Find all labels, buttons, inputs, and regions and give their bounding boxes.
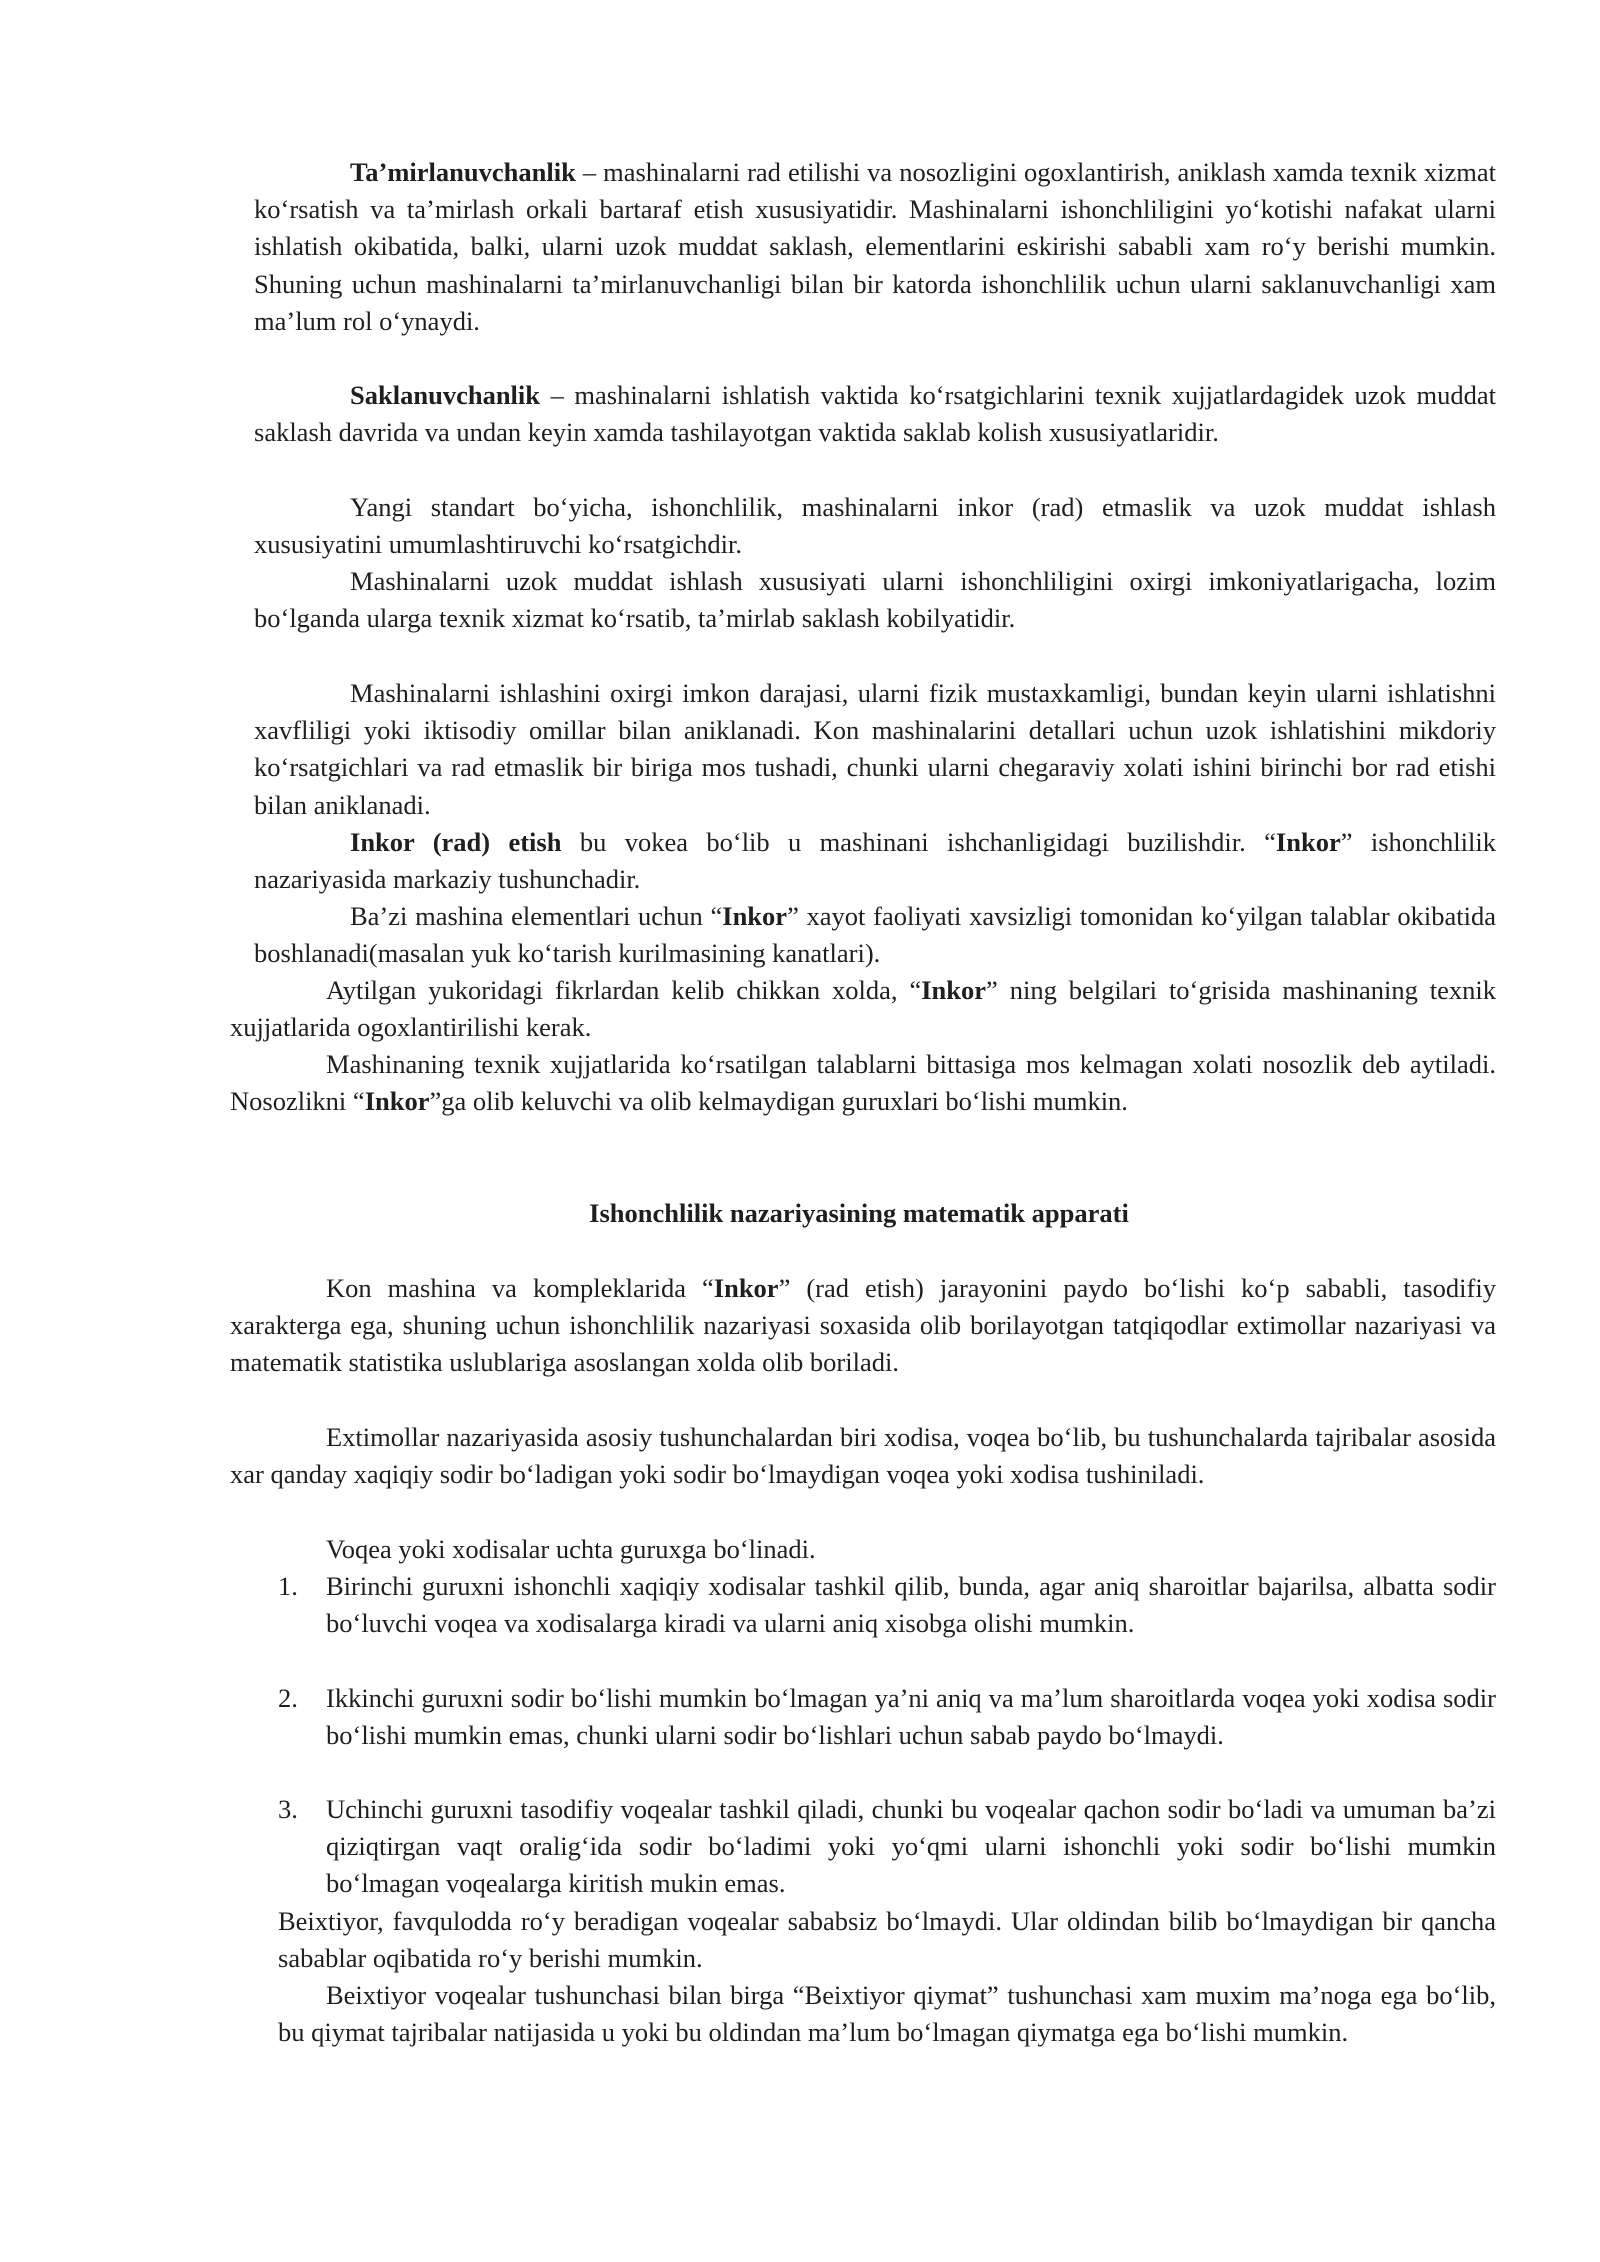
paragraph-yangi-standart: Yangi standart bo‘yicha, ishonchlilik, mashinalarni inkor (rad) etmaslik va uzok muddat ishlash xususiyatini umumlashtiruvchi ko‘rsatgichdir. — [254, 492, 1496, 560]
list-item-text: Ikkinchi guruxni sodir bo‘lishi mumkin bo‘lmagan ya’ni aniq va ma’lum sharoitlarda voqea yoki xodisa sodir bo‘lishi mumkin emas, chunki ularni sodir bo‘lishlari uchun sabab paydo bo‘lmaydi. — [326, 1683, 1496, 1751]
term-tamirlanuvchanlik: Ta’mirlanuvchanlik — [350, 157, 576, 187]
list-item-number: 1. — [278, 1571, 298, 1601]
list-item-number: 2. — [278, 1683, 298, 1713]
list-item-text: Uchinchi guruxni tasodifiy voqealar tashkil qiladi, chunki bu voqealar qachon sodir bo‘ladi va umuman ba’zi qiziqtirgan vaqt oralig‘ida sodir bo‘ladimi yoki yo‘qmi ularni ishonchli yoki sodir bo‘lishi mumkin bo‘lmagan voqealarga kiritish mukin emas. — [326, 1794, 1496, 1899]
term-saklanuvchanlik: Saklanuvchanlik — [350, 380, 541, 410]
paragraph-voqea-guruxlar: Voqea yoki xodisalar uchta guruxga bo‘linadi. — [326, 1534, 816, 1564]
paragraph-saklanuvchanlik: Saklanuvchanlik – mashinalarni ishlatish vaktida ko‘rsatgichlarini texnik xujjatlardagidek uzok muddat saklash davrida va undan keyin xamda tashilayotgan vaktida saklab kolish xususiyatlaridir. — [254, 380, 1496, 448]
paragraph-kon-mashina: Kon mashina va kompleklarida “Inkor” (rad etish) jarayonini paydo bo‘lishi ko‘p sababli, tasodifiy xarakterga ega, shuning uchun ishonchlilik nazariyasi soxasida olib borilayotgan tatqiqodlar extimollar nazariyasi va matematik statistika uslublariga asoslangan xolda olib boriladi. — [230, 1273, 1496, 1378]
list-item-text: Birinchi guruxni ishonchli xaqiqiy xodisalar tashkil qilib, bunda, agar aniq sharoitlar bajarilsa, albatta sodir bo‘luvchi voqea va xodisalarga kiradi va ularni aniq xisobga olishi mumkin. — [326, 1571, 1496, 1639]
paragraph-aytilgan: Aytilgan yukoridagi fikrlardan kelib chikkan xolda, “Inkor” ning belgilari to‘grisida mashinaning texnik xujjatlarida ogoxlantirilishi kerak. — [230, 975, 1496, 1043]
paragraph-beixtiyor-qiymat: Beixtiyor voqealar tushunchasi bilan birga “Beixtiyor qiymat” tushunchasi xam muxim ma’noga ega bo‘lib, bu qiymat tajribalar natijasida u yoki bu oldindan ma’lum bo‘lmagan qiymatga ega bo‘lishi mumkin. — [278, 1980, 1496, 2048]
paragraph-nosozlik: Mashinaning texnik xujjatlarida ko‘rsatilgan talablarni bittasiga mos kelmagan xolati nosozlik deb aytiladi. Nosozlikni “Inkor”ga olib keluvchi va olib kelmaydigan guruxlari bo‘lishi mumkin. — [230, 1049, 1496, 1117]
paragraph-tamirlanuvchanlik: Ta’mirlanuvchanlik – mashinalarni rad etilishi va nosozligini ogoxlantirish, aniklash xamda texnik xizmat ko‘rsatish va ta’mirlash orkali bartaraf etish xususiyatidir. Mashinalarni ishonchliligini yo‘kotishi nafakat ularni ishlatish okibatida, balki, ularni uzok muddat saklash, elementlarini eskirishi sababli xam ro‘y berishi mumkin. Shuning uchun mashinalarni ta’mirlanuvchanligi bilan bir katorda ishonchlilik uchun ularni saklanuvchanligi xam ma’lum rol o‘ynaydi. — [254, 157, 1496, 336]
section-heading: Ishonchlilik nazariyasining matematik apparati — [589, 1198, 1129, 1228]
term-inkor-rad-etish: Inkor (rad) etish — [350, 827, 562, 857]
paragraph-inkor-etish: Inkor (rad) etish bu vokea bo‘lib u mashinani ishchanligidagi buzilishdir. “Inkor” ishonchlilik nazariyasida markaziy tushunchadir. — [254, 827, 1496, 895]
paragraph-uzok-muddat: Mashinalarni uzok muddat ishlash xususiyati ularni ishonchliligini oxirgi imkoniyatlarigacha, lozim bo‘lganda ularga texnik xizmat ko‘rsatib, ta’mirlab saklash kobilyatidir. — [254, 566, 1496, 634]
paragraph-oxirgi-imkon: Mashinalarni ishlashini oxirgi imkon darajasi, ularni fizik mustaxkamligi, bundan keyin ularni ishlatishni xavfliligi yoki iktisodiy omillar bilan aniklanadi. Kon mashinalarini detallari uchun uzok ishlatishini mikdoriy ko‘rsatgichlari va rad etmaslik bir biriga mos tushadi, chunki ularni chegaraviy xolati ishini birinchi bor rad etishi bilan aniklanadi. — [254, 678, 1496, 820]
paragraph-extimollar: Extimollar nazariyasida asosiy tushunchalardan biri xodisa, voqea bo‘lib, bu tushunchalarda tajribalar asosida xar qanday xaqiqiy sodir bo‘ladigan yoki sodir bo‘lmaydigan voqea yoki xodisa tushiniladi. — [230, 1422, 1496, 1490]
paragraph-bazi-mashina: Ba’zi mashina elementlari uchun “Inkor” xayot faoliyati xavsizligi tomonidan ko‘yilgan talablar okibatida boshlanadi(masalan yuk ko‘tarish kurilmasining kanatlari). — [254, 901, 1496, 969]
list-item-number: 3. — [278, 1794, 298, 1824]
paragraph-beixtiyor: Beixtiyor, favqulodda ro‘y beradigan voqealar sababsiz bo‘lmaydi. Ular oldindan bilib bo‘lmaydigan bir qancha sabablar oqibatida ro‘y berishi mumkin. — [278, 1906, 1496, 1974]
